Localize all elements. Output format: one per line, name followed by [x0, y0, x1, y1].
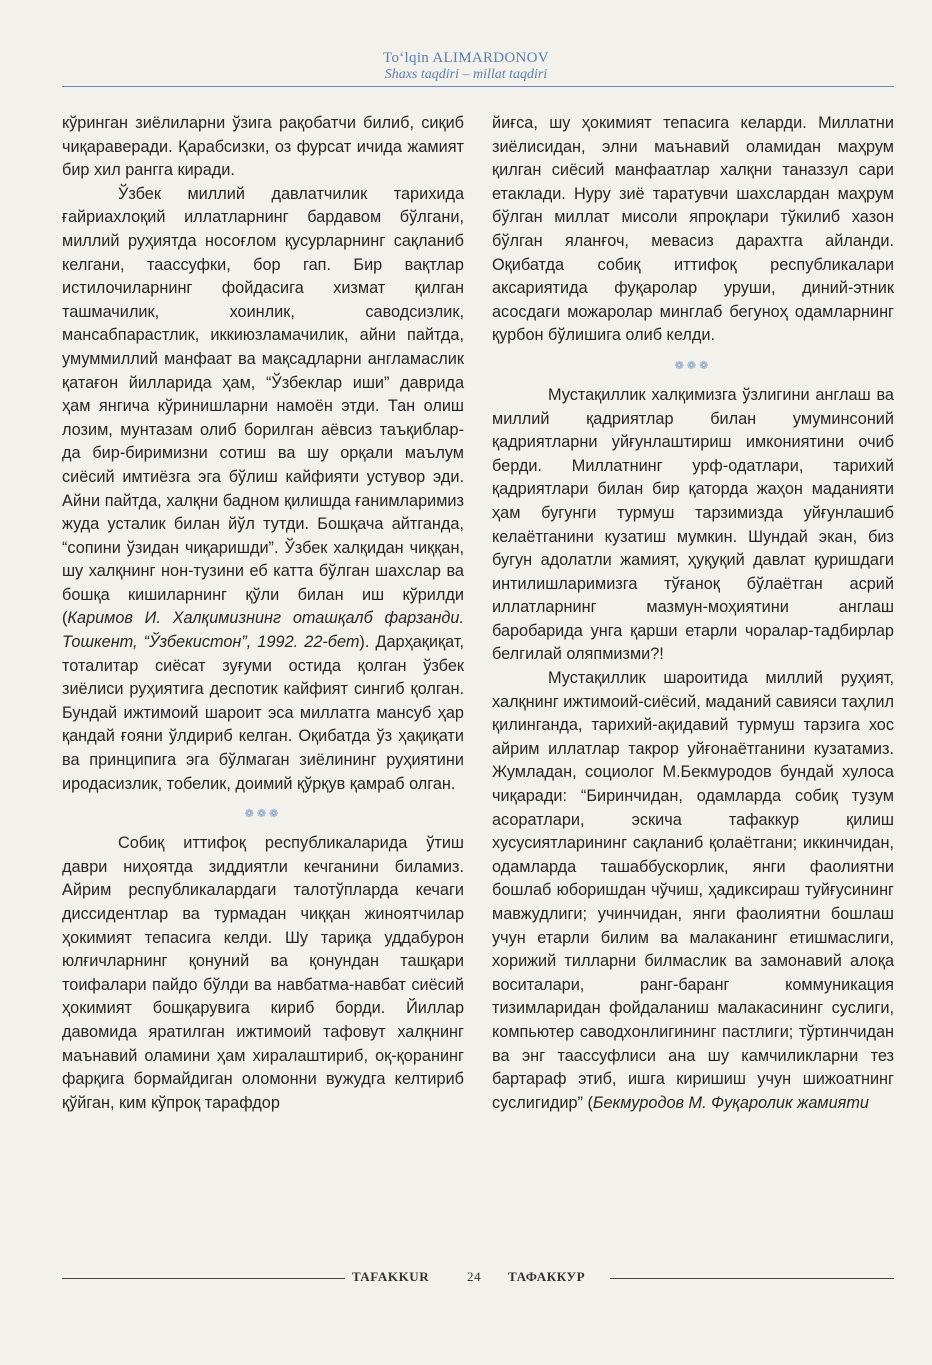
- footer-rule-left: [62, 1278, 345, 1279]
- footer-journal-latin: TAFAKKUR: [352, 1269, 430, 1284]
- paragraph: [62, 183, 464, 796]
- paragraph-text: Мустақиллик шароитида миллий руҳият, халқнинг ижтимоий-сиёсий, маданий савияси таҳлил қилинганда, тарихий-ақидавий турмуш тарзига хос айрим иллатлар такрор уйғонаётганини кузатамиз. Жумладан, социолог М.Бекмуродов бундай хулоса чиқаради: “Биринчидан, одамларда собиқ тузум асоратлари, эскича тафаккур қилиш хусусиятларининг сақланиб қолаётгани; иккинчидан, одамларда ташаббускорлик, янги фаолиятни бошлаб юборишдан чўчиш, ҳадиксираш туйғусининг мавжудлиги; учинчидан, янги фаолиятни бошлаш учун етарли билим ва малаканинг етишмаслиги, хорижий тилларни билмаслик ва замонавий алоқа воситалари, ранг-баранг коммуникация тизимларидан фойдаланиш малакасининг суслиги, компьютер саводхонлигининг пастлиги; тўртинчидан ва энг таассуфлиси ана шу камчиликларни тез бартараф этиб, ишга киришиш учун шижоатнинг суслигидир” (: [492, 669, 894, 1112]
- page-footer: [62, 1268, 894, 1288]
- header-divider: [62, 86, 894, 87]
- running-header: [0, 50, 932, 83]
- paragraph: Мустақиллик халқимизга ўзлигини англаш ва миллий қадриятлар билан умуминсоний қадриятларни уйғунлаштириш имкониятини очиб берди. Миллатнинг урф-одатлари, тарихий қадриятлари билан бир қаторда жаҳон маданияти ҳам бугунги турмуш тарзимизда уйғунлашиб келаётганини кузатиш мумкин. Шундай экан, биз бугун адолатли жамият, ҳуқуқий давлат қуришдаги интилишларимизга тўғаноқ бўлаётган асрий иллатларнинг мазмун-моҳиятини англаш баробарида унга қарши етарли чоралар-тадбирлар белгилай оляпмизми?!: [492, 385, 894, 664]
- paragraph: кўринган зиёлиларни ўзига рақобатчи билиб, сиқиб чиқараверади. Қарабсизки, оз фурсат ичида жамият бир хил рангга киради.: [62, 114, 464, 180]
- citation: Каримов И. Халқимизнинг оташқалб фарзанди. Тошкент, “Ўзбекистон”, 1992. 22-бет: [62, 609, 464, 652]
- section-separator: ❁❁❁: [244, 808, 282, 821]
- paragraph: Собиқ иттифоқ республикаларида ўтиш даври ниҳоятда зиддиятли кечганини биламиз. Айрим республикалардаги талотўпларда кечаги диссидентлар ва турмадан чиққан жиноятчилар ҳокимият тепасига келди. Шу тариқа уддабурон юлғичларнинг қонуний ва қонундан ташқари тоифалари пайдо бўлди ва навбатма-навбат сиёсий ҳокимият бошқарувига кириб борди. Йиллар давомида яратилган ижтимоий тафовут халқнинг маънавий оламини ҳам хиралаштириб, оқ-қоранинг фарқига бормайдиган оломонни вужудга келтириб қўйган, ким кўпроқ тарафдор: [62, 834, 464, 1112]
- footer-journal-cyrillic: ТАФАККУР: [508, 1269, 586, 1284]
- page-number: 24: [467, 1269, 482, 1284]
- left-column: [62, 112, 464, 1115]
- paragraph: йиғса, шу ҳокимият тепасига келарди. Миллатни зиёлисидан, элни маънавий оламидан маҳрум қилган сиёсий манфаатлар халқни таназзул сари етаклади. Нуру зиё таратувчи шахслардан маҳрум бўлган миллат мисоли япроқлари тўкилиб хазон бўлган яланғоч, мевасиз дарахтга айланди. Оқибатда собиқ иттифоқ республикалари аксариятида фуқаролар уруши, диний-этник асосдаги можаролар минглаб бегуноҳ одамларнинг қурбон бўлишига олиб келди.: [492, 114, 894, 345]
- citation: Бекмуродов М. Фуқаролик жамияти: [592, 1093, 869, 1112]
- paragraph-text: Ўзбек миллий давлатчилик тарихида ғайриахлоқий иллатларнинг бардавом бўлгани, миллий руҳиятда носоғлом қусурларнинг сақланиб келгани, таассуфки, бор гап. Бир вақтлар истилочиларнинг фойдасига хизмат қилган ташмачилик, хоинлик, саводсизлик, мансабпарастлик, иккиюзламачилик, айни пайтда, умуммиллий манфаат ва мақсадларни англамаслик қатағон йилларида ҳам, “Ўзбеклар иши” даврида ҳам янгича кўринишларни намоён этди. Тан олиш лозим, мунтазам олиб борилган аёвсиз таъқиблар-да бир-биримизни сотиш ва шу орқали маълум сиёсий имтиёзга эга бўлиш кайфияти устувор эди. Айни пайтда, халқни бадном қилишда ғанимларимиз жуда усталик билан йўл тутди. Бошқача айтганда, “сопини ўзидан чиқаришди”. Ўзбек халқидан чиққан, шу халқнинг нон-тузини еб катта бўлган шахслар ва бошқа кишиларнинг қўли билан иш кўрилди (: [62, 184, 464, 628]
- running-header-author: To‘lqin ALIMARDONOV: [383, 50, 549, 66]
- footer-rule-right: [610, 1278, 894, 1279]
- paragraph-text: ). Дарҳақиқат, тоталитар сиёсат зуғуми остида қолган ўзбек зиёлиси руҳиятига деспотик кайфият сингиб қолган. Бундай ижтимоий шароит эса миллатга мансуб ҳар қандай ғояни ўлдириб келган. Оқибатда ўз ҳақиқати ва принципига эга бўлмаган зиёлининг руҳиятини иродасизлик, тобелик, доимий қўрқув қамраб олган.: [62, 633, 464, 793]
- paragraph: [492, 667, 894, 1115]
- running-header-title: Shaxs taqdiri – millat taqdiri: [384, 67, 548, 82]
- section-separator: ❁❁❁: [674, 359, 712, 372]
- right-column: [492, 112, 894, 1115]
